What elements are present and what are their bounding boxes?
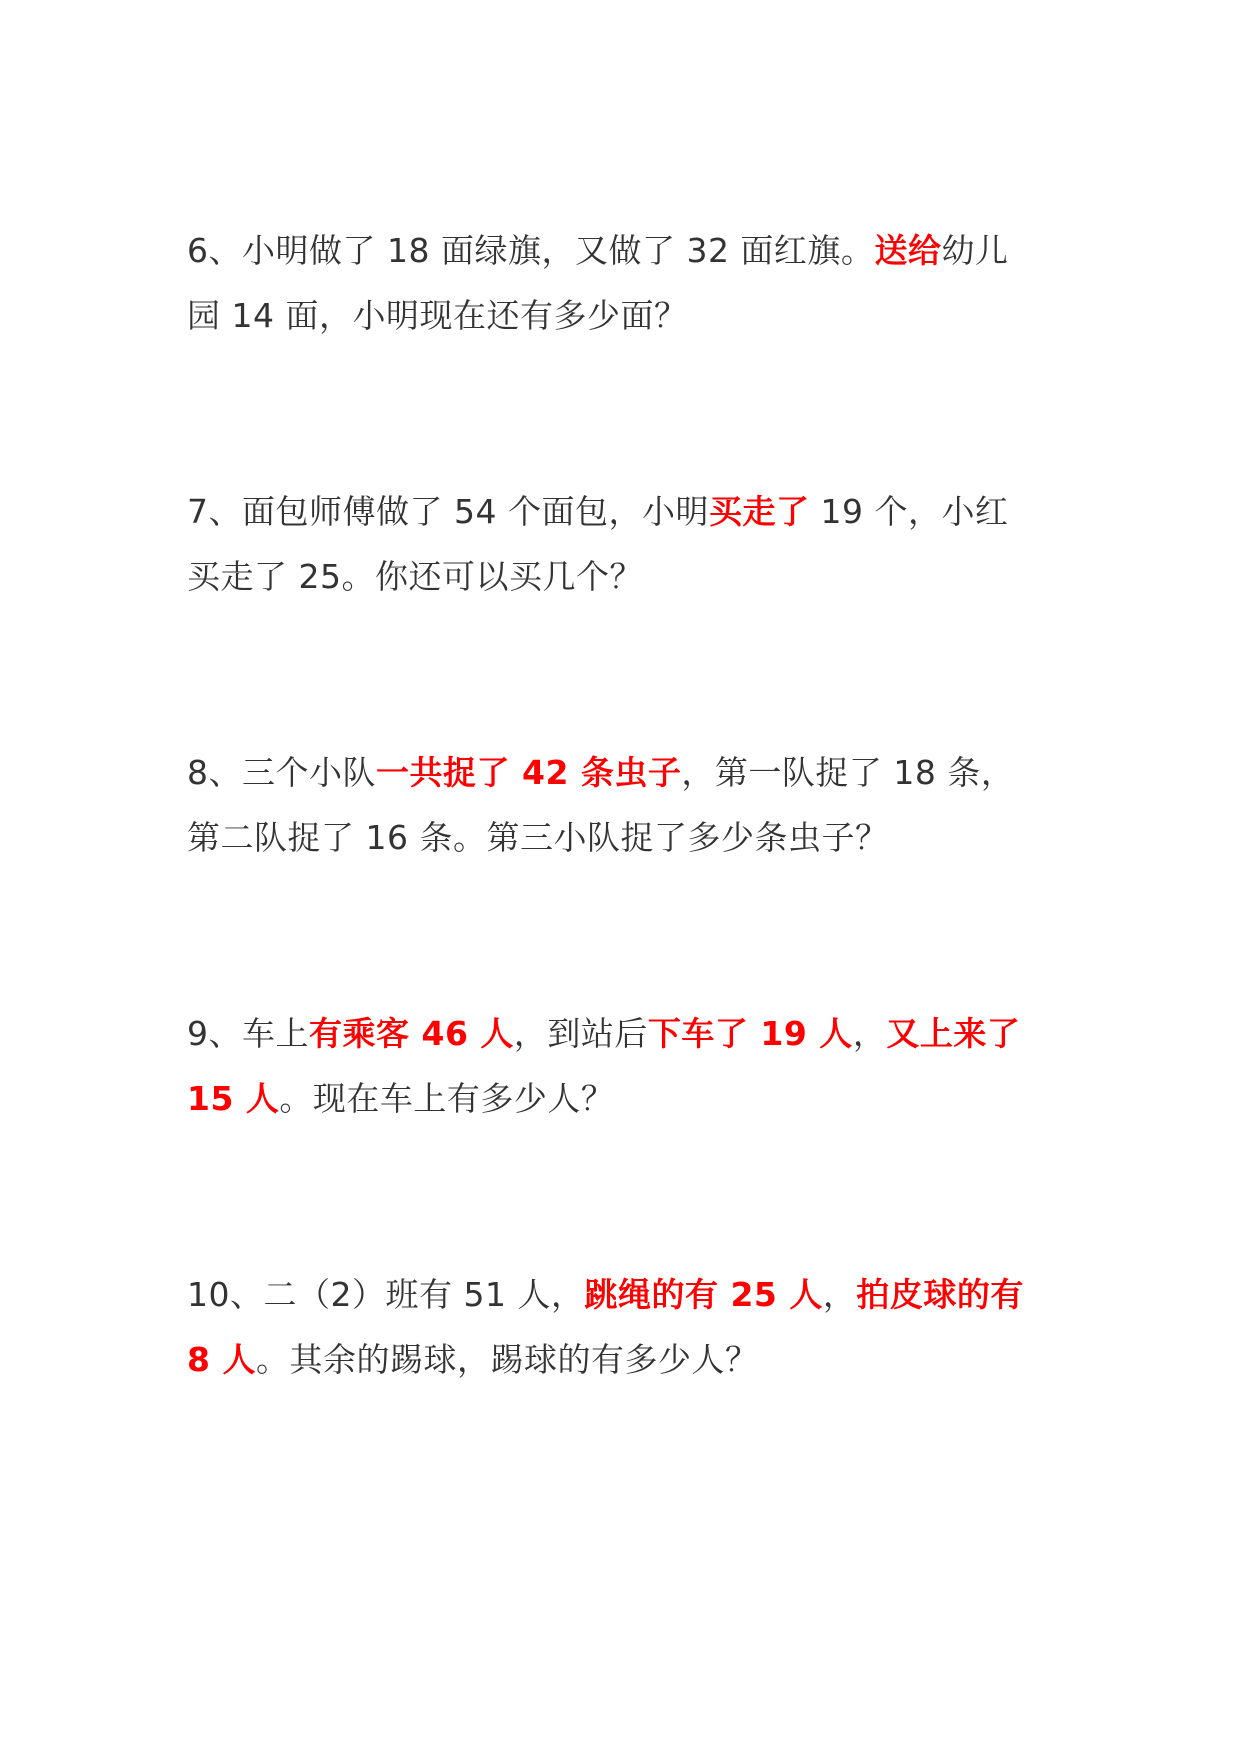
problem-9 (187, 1001, 1033, 1131)
keyword-highlight: 买走了 (708, 492, 810, 531)
keyword-highlight: 跳绳的有 25 人 (584, 1275, 823, 1314)
problem-text-segment: 10、二（2）班有 51 人， (187, 1275, 585, 1314)
problem-text-segment: ，第一队捉了 18 条，第二队捉了 16 条。第三小队捉了多少条虫子？ (187, 753, 1015, 857)
problem-text-segment: 6、小明做了 18 面绿旗，又做了 32 面红旗。 (187, 231, 875, 270)
problem-text-segment: 。其余的踢球，踢球的有多少人？ (255, 1340, 759, 1379)
keyword-highlight: 送给 (874, 231, 942, 270)
keyword-highlight: 一共捉了 42 条虫子 (376, 753, 682, 792)
problem-text-segment: ， (822, 1275, 857, 1314)
problem-6 (187, 218, 1027, 348)
keyword-highlight: 拍皮球的有 8 人 (187, 1275, 1036, 1379)
problem-text-segment: 8、三个小队 (187, 753, 376, 792)
keyword-highlight: 有乘客 46 人 (309, 1014, 514, 1053)
problem-text-segment: 幼儿园 14 面，小明现在还有多少面？ (187, 231, 1009, 335)
problem-text-segment: ，到站后 (513, 1014, 648, 1053)
keyword-highlight: 又上来了 15 人 (187, 1014, 1033, 1118)
problem-text-segment: ， (852, 1014, 887, 1053)
problem-8 (187, 740, 1027, 870)
problem-text-segment: 9、车上 (187, 1014, 309, 1053)
problem-7 (187, 479, 1027, 609)
problem-text-segment: 19 个，小红买走了 25。你还可以买几个？ (187, 492, 1009, 596)
problem-text-segment: 7、面包师傅做了 54 个面包，小明 (187, 492, 709, 531)
keyword-highlight: 下车了 19 人 (647, 1014, 853, 1053)
problem-10 (187, 1262, 1036, 1392)
problem-text-segment: 。现在车上有多少人？ (279, 1079, 615, 1118)
